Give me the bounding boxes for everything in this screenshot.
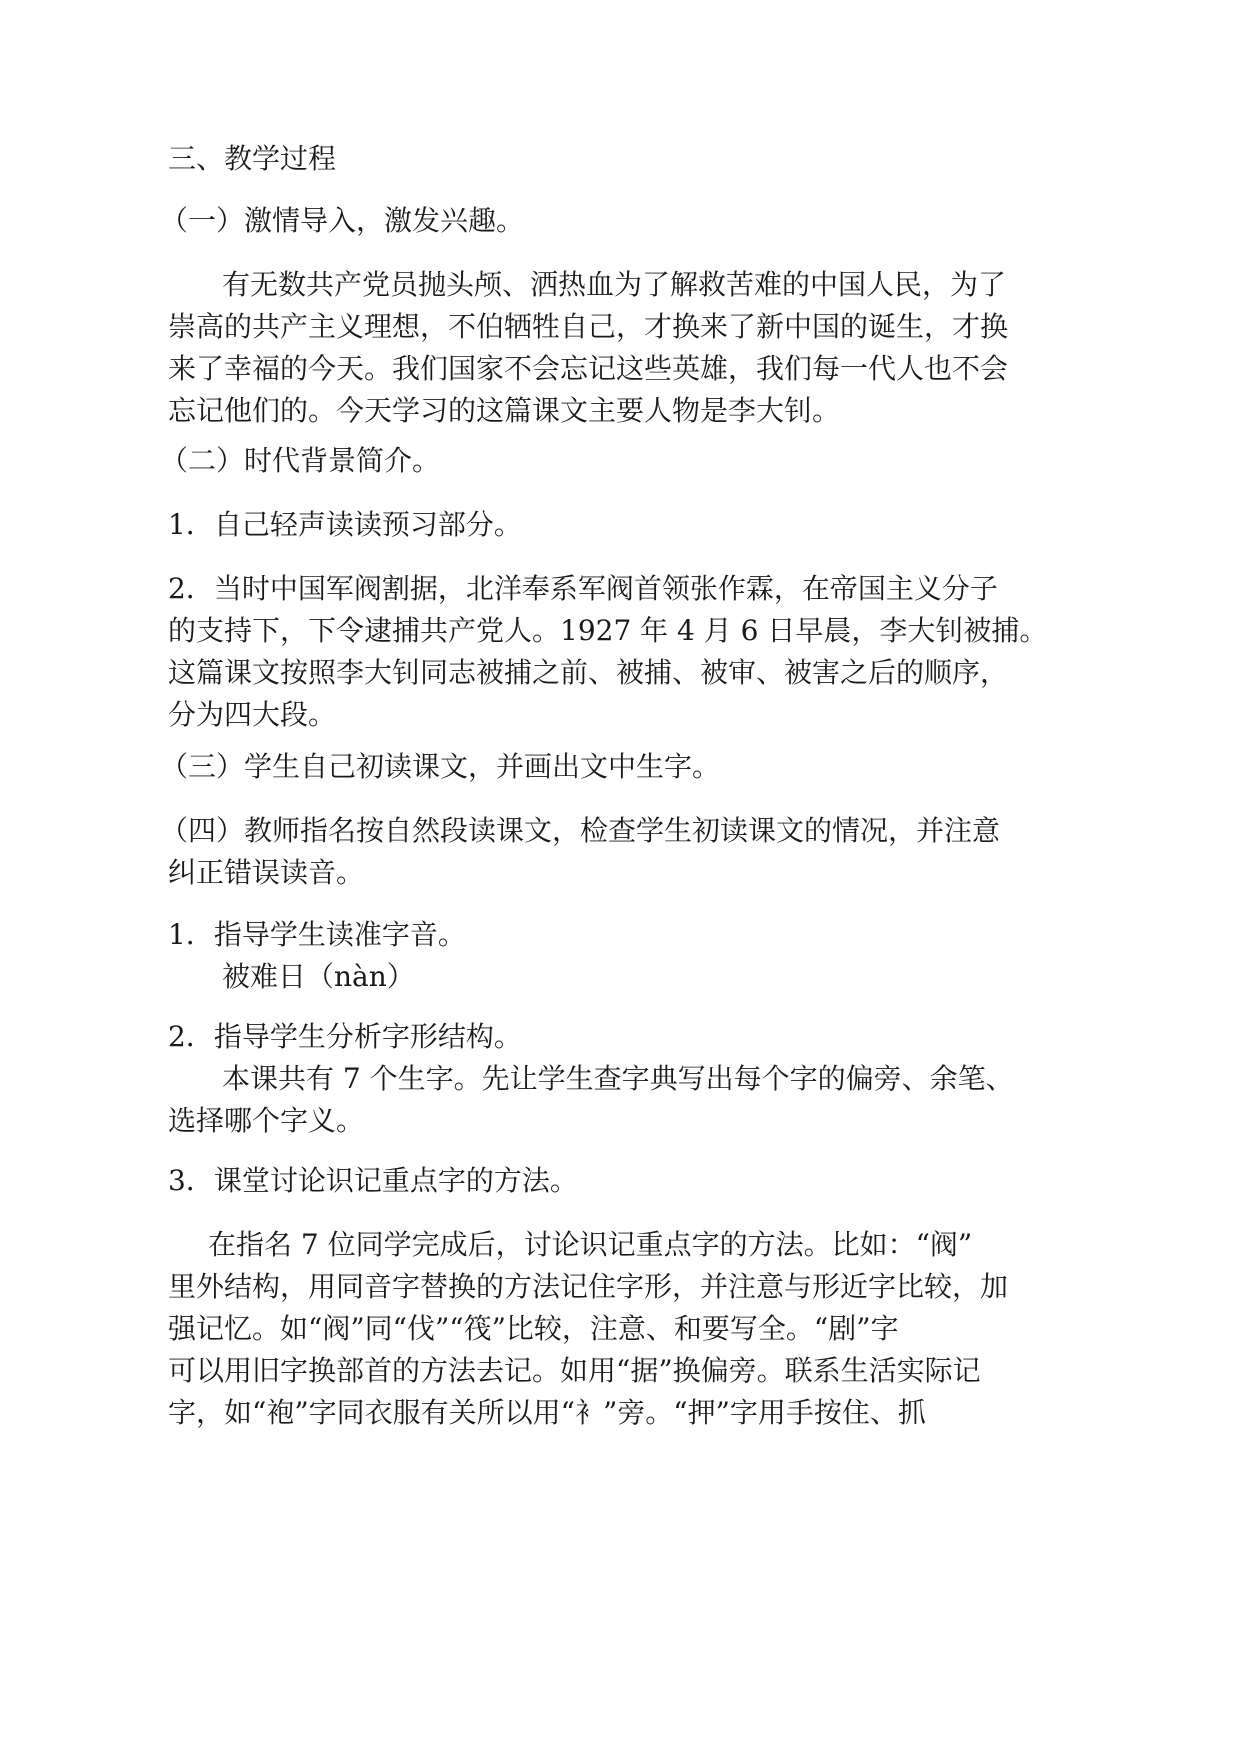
section-2-item-1 (168, 504, 522, 546)
paragraph-line: 这篇课文按照李大钊同志被捕之前、被捕、被审、被害之后的顺序， (168, 656, 1009, 689)
paragraph-line: 2．当时中国军阀割据，北洋奉系军阀首领张作霖，在帝国主义分子 (168, 572, 998, 605)
paragraph-line: 有无数共产党员抛头颅、洒热血为了解救苦难的中国人民，为了 (222, 268, 1007, 301)
paragraph-line: 崇高的共产主义理想，不伯牺牲自己，才换来了新中国的诞生，才换 (168, 310, 1009, 343)
paragraph-line: 里外结构，用同音字替换的方法记住字形，并注意与形近字比较，加 (168, 1270, 1009, 1303)
paragraph-line: （四）教师指名按自然段读课文，检查学生初读课文的情况，并注意 (160, 814, 1001, 847)
list-item-text: 3．课堂讨论识记重点字的方法。 (168, 1164, 578, 1197)
paragraph-line: 纠正错误读音。 (168, 856, 365, 889)
pronunciation-example: 被难日（nàn） (222, 960, 415, 993)
section-3-title-text: （三）学生自己初读课文，并画出文中生字。 (160, 750, 721, 783)
section-3-title (160, 746, 720, 788)
section-2-item-2 (168, 568, 1047, 736)
section-4-item-1 (168, 914, 466, 998)
paragraph-line: 可以用旧字换部首的方法去记。如用“据”换偏旁。联系生活实际记 (168, 1354, 981, 1387)
paragraph-line: 分为四大段。 (168, 698, 337, 731)
paragraph-line: 选择哪个字义。 (168, 1104, 365, 1137)
list-item-text: 2．指导学生分析字形结构。 (168, 1020, 522, 1053)
section-4-item-3 (168, 1160, 578, 1202)
section-2-title (160, 440, 440, 482)
list-item-text: 1．自己轻声读读预习部分。 (168, 508, 522, 541)
section-2-title-text: （二）时代背景简介。 (160, 444, 441, 477)
heading-teaching-process (168, 138, 336, 180)
paragraph-line: 本课共有 7 个生字。先让学生查字典写出每个字的偏旁、余笔、 (222, 1062, 1014, 1095)
paragraph-line: 的支持下，下令逮捕共产党人。1927 年 4 月 6 日早晨，李大钊被捕。 (168, 614, 1048, 647)
heading-text: 三、教学过程 (168, 142, 337, 175)
section-1-title-text: （一）激情导入，激发兴趣。 (160, 204, 525, 237)
paragraph-line: 在指名 7 位同学完成后，讨论识记重点字的方法。比如：“阀” (208, 1228, 973, 1261)
section-4-item-2 (168, 1016, 1014, 1142)
paragraph-line: 字，如“袍”字同衣服有关所以用“衤”旁。“押”字用手按住、抓 (168, 1396, 926, 1429)
paragraph-line: 强记忆。如“阀”同“伐”“筏”比较，注意、和要写全。“剧”字 (168, 1312, 899, 1345)
section-1-paragraph (168, 264, 1008, 432)
list-item-text: 1．指导学生读准字音。 (168, 918, 466, 951)
section-4-item-3-paragraph (168, 1224, 1008, 1434)
section-1-title (160, 200, 524, 242)
section-4-title (160, 810, 1000, 894)
paragraph-line: 忘记他们的。今天学习的这篇课文主要人物是李大钊。 (168, 394, 841, 427)
paragraph-line: 来了幸福的今天。我们国家不会忘记这些英雄，我们每一代人也不会 (168, 352, 1009, 385)
